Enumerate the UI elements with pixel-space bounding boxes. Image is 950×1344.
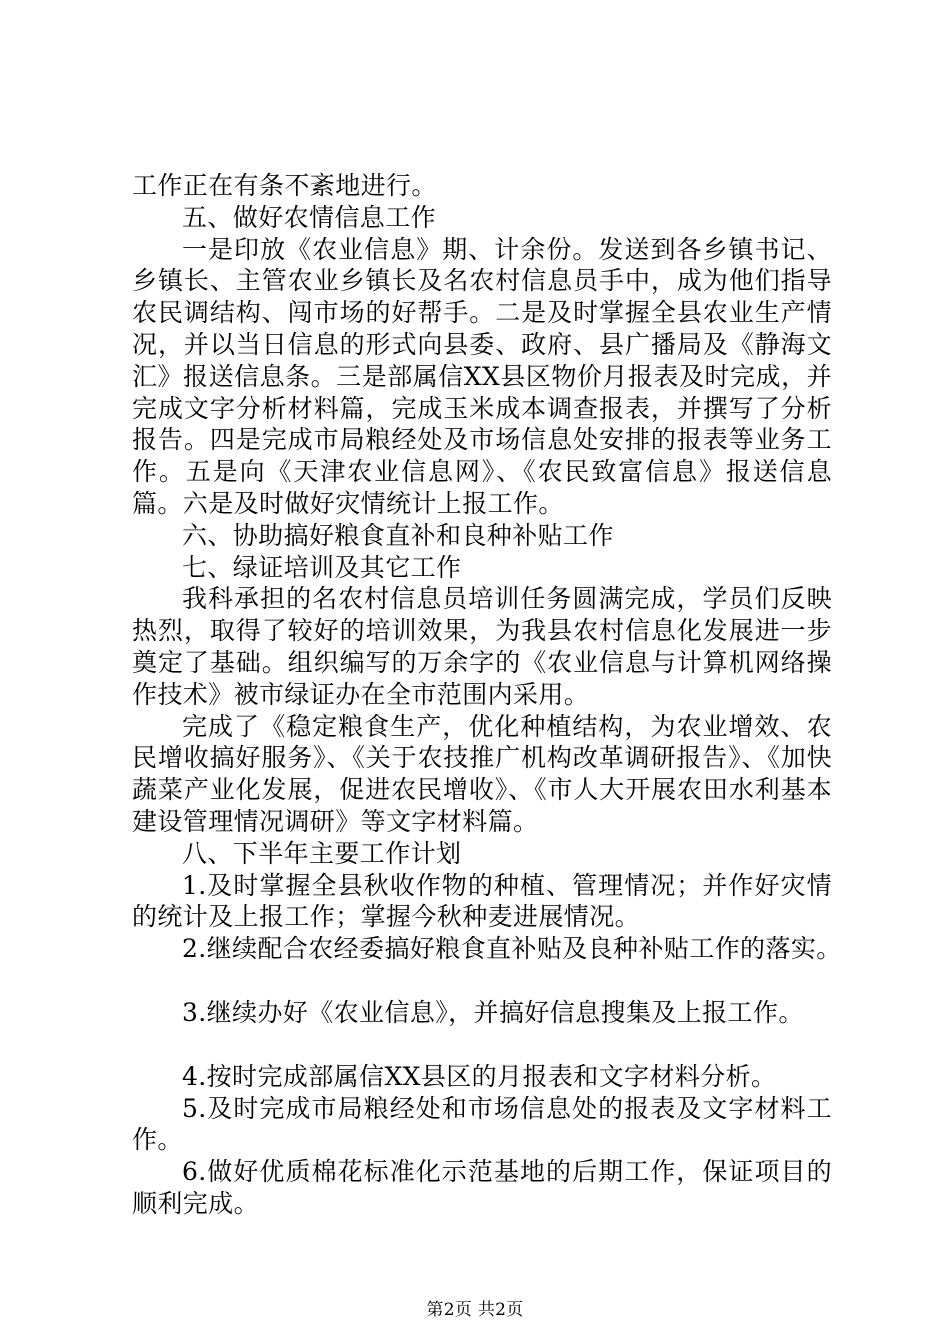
plan-item-5: 5.及时完成市局粮经处和市场信息处的报表及文字材料工作。 — [132, 1093, 832, 1155]
paragraph-continuation: 工作正在有条不紊地进行。 — [132, 171, 437, 200]
plan-item-3: 3.继续办好《农业信息》，并搞好信息搜集及上报工作。 — [182, 997, 804, 1027]
section-heading-7: 七、绿证培训及其它工作 — [182, 552, 462, 582]
paragraph-agri-info-work: 一是印放《农业信息》期、计余份。发送到各乡镇书记、乡镇长、主管农业乡镇长及名农村信息员手中，成为他们指导农民调结构、闯市场的好帮手。二是及时掌握全县农业生产情况，并以当日信息的形式向县委、政府、县广播局及《静海文汇》报送信息条。三是部属信XX县区物价月报表及时完成，并完成文字分析材料篇，完成玉米成本调查报表，并撰写了分析报告。四是完成市局粮经处及市场信息处安排的报表等业务工作。五是向《天津农业信息网》、《农民致富信息》报送信息篇。六是及时做好灾情统计上报工作。 — [132, 234, 832, 518]
document-body — [132, 170, 842, 1220]
section-heading-6: 六、协助搞好粮食直补和良种补贴工作 — [182, 520, 614, 550]
section-heading-8: 八、下半年主要工作计划 — [182, 838, 462, 868]
section-heading-5: 五、做好农情信息工作 — [182, 202, 437, 232]
page-number-footer: 第2页 共2页 — [426, 1300, 524, 1320]
plan-item-4: 4.按时完成部属信XX县区的月报表和文字材料分析。 — [182, 1061, 777, 1091]
paragraph-training: 我科承担的名农村信息员培训任务圆满完成，学员们反映热烈，取得了较好的培训效果，为我县农村信息化发展进一步奠定了基础。组织编写的万余字的《农业信息与计算机网络操作技术》被市绿证办在全市范围内采用。 — [132, 584, 832, 709]
plan-item-6: 6.做好优质棉花标准化示范基地的后期工作，保证项目的顺利完成。 — [132, 1157, 832, 1218]
paragraph-materials: 完成了《稳定粮食生产，优化种植结构，为农业增效、农民增收搞好服务》、《关于农技推广机构改革调研报告》、《加快蔬菜产业化发展，促进农民增收》、《市人大开展农田水利基本建设管理情况调研》等文字材料篇。 — [132, 711, 832, 836]
plan-item-2: 2.继续配合农经委搞好粮食直补贴及良种补贴工作的落实。 — [182, 934, 842, 964]
plan-item-1: 1.及时掌握全县秋收作物的种植、管理情况；并作好灾情的统计及上报工作；掌握今秋种麦进展情况。 — [132, 870, 832, 932]
